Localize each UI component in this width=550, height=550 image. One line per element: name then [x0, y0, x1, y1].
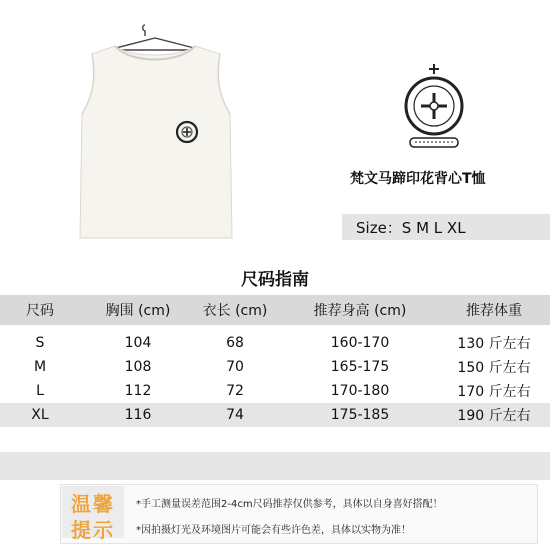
- table-row: [0, 355, 550, 379]
- cell-chest: 108: [124, 359, 152, 375]
- size-table: [0, 295, 550, 427]
- tips-badge-line2: 提示: [71, 518, 115, 542]
- cell-size: M: [33, 359, 47, 375]
- table-header-row: [0, 295, 550, 325]
- tip-color: *因拍摄灯光及环境图片可能会有些许色差，具体以实物为准！: [136, 525, 411, 536]
- cell-chest: 104: [124, 335, 152, 351]
- cell-chest: 112: [124, 383, 152, 399]
- header-weight: 推荐体重: [466, 303, 522, 319]
- size-chart-title: 尺码指南: [241, 270, 309, 290]
- brand-logo-icon: [388, 62, 480, 154]
- cell-height: 170-180: [330, 383, 390, 399]
- tip-measurement: *手工测量误差范围2-4cm尺码推荐仅供参考，具体以自身喜好搭配！: [136, 499, 443, 510]
- table-row: [0, 331, 550, 355]
- cell-length: 68: [226, 335, 244, 351]
- cell-length: 74: [226, 407, 244, 423]
- header-size: 尺码: [26, 303, 54, 319]
- cell-weight: 190 斤左右: [457, 408, 531, 424]
- separator-band: [0, 452, 550, 480]
- tips-badge-line1: 温馨: [71, 492, 115, 516]
- cell-size: S: [35, 335, 45, 351]
- cell-height: 175-185: [330, 407, 390, 423]
- tank-top-image: [70, 32, 240, 242]
- cell-weight: 150 斤左右: [457, 360, 531, 376]
- available-sizes: Size：S M L XL: [356, 219, 466, 237]
- product-title: 梵文马蹄印花背心T恤: [350, 171, 486, 187]
- cell-height: 160-170: [330, 335, 390, 351]
- cell-size: L: [36, 383, 44, 399]
- cell-height: 165-175: [330, 359, 390, 375]
- table-row: [0, 403, 550, 427]
- cell-weight: 130 斤左右: [457, 336, 531, 352]
- header-height: 推荐身高 (cm): [313, 303, 407, 319]
- header-chest: 胸围 (cm): [105, 303, 171, 319]
- cell-weight: 170 斤左右: [457, 384, 531, 400]
- header-length: 衣长 (cm): [202, 303, 268, 319]
- cell-length: 72: [226, 383, 244, 399]
- table-row: [0, 379, 550, 403]
- cell-chest: 116: [124, 407, 152, 423]
- cell-size: XL: [31, 407, 49, 423]
- cell-length: 70: [226, 359, 244, 375]
